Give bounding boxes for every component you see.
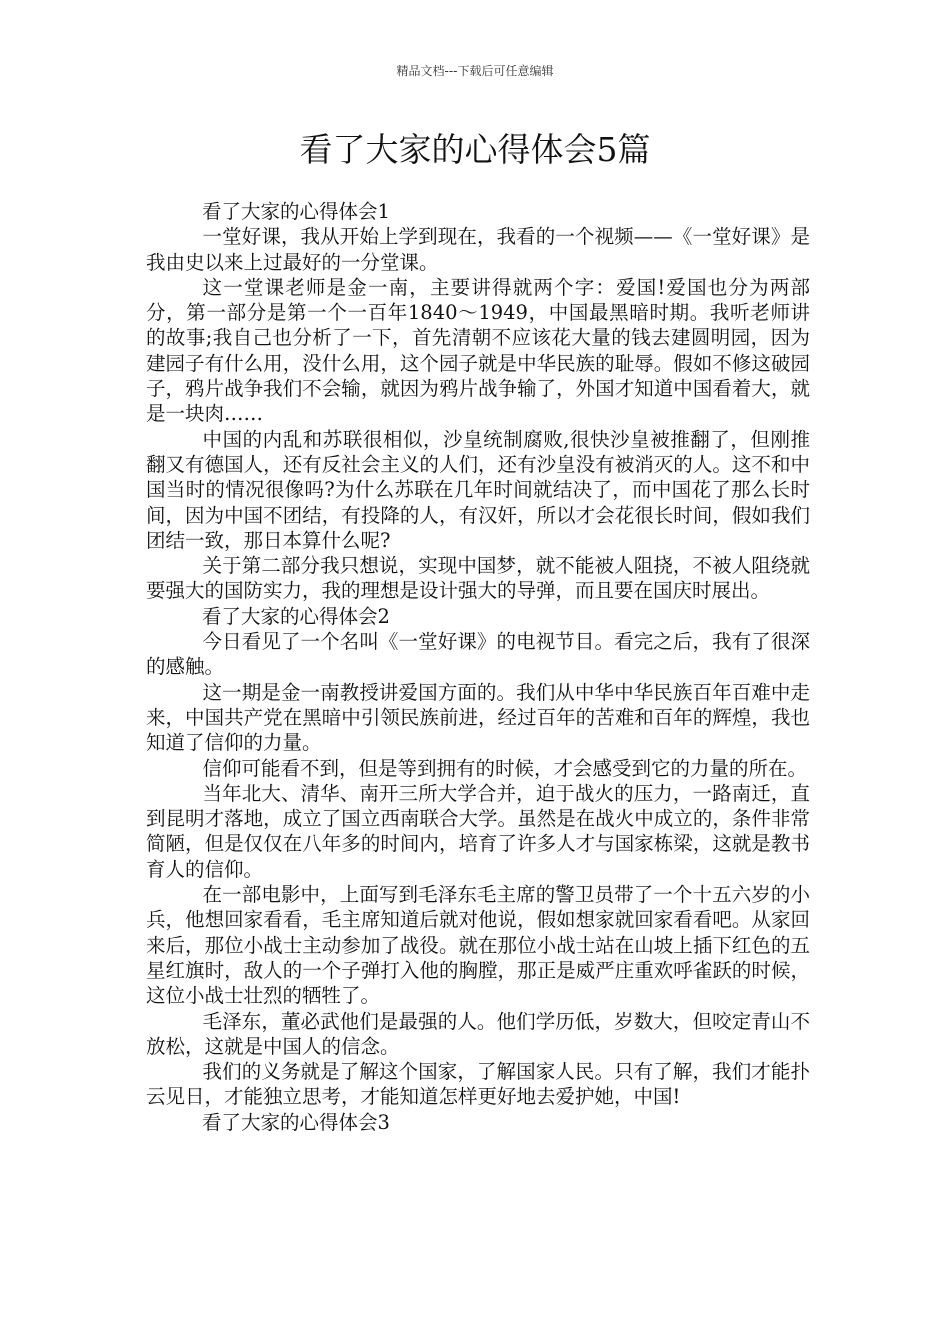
paragraph: 当年北大、清华、南开三所大学合并，迫于战火的压力，一路南迁，直到昆明才落地，成立了国立西南联合大学。虽然是在战火中成立的，条件非常简陋，但是仅仅在八年多的时间内，培育了许多人才与国家栋梁，这就是教书育人的信仰。	[146, 781, 810, 881]
paragraph: 信仰可能看不到，但是等到拥有的时候，才会感受到它的力量的所在。	[202, 756, 808, 780]
section-heading-1: 看了大家的心得体会1	[202, 200, 390, 223]
paragraph: 中国的内乱和苏联很相似，沙皇统制腐败,很快沙皇被推翻了，但刚推翻又有德国人，还有反社会主义的人们，还有沙皇没有被消灭的人。这不和中国当时的情况很像吗?为什么苏联在几年时间就结决了，而中国花了那么长时间，因为中国不团结，有投降的人，有汉奸，所以才会花很长时间，假如我们团结一致，那日本算什么呢?	[146, 427, 810, 552]
document-title: 看了大家的心得体会5篇	[299, 130, 651, 169]
paragraph: 一堂好课，我从开始上学到现在，我看的一个视频——《一堂好课》是我由史以来上过最好的一分堂课。	[146, 225, 810, 274]
document-body	[146, 199, 810, 1135]
section-heading-2: 看了大家的心得体会2	[202, 604, 390, 628]
paragraph: 这一期是金一南教授讲爱国方面的。我们从中华中华民族百年百难中走来，中国共产党在黑暗中引领民族前进，经过百年的苦难和百年的辉煌，我也知道了信仰的力量。	[146, 680, 810, 755]
paragraph: 今日看见了一个名叫《一堂好课》的电视节目。看完之后，我有了很深的感触。	[146, 630, 810, 679]
section-heading-3: 看了大家的心得体会3	[202, 1110, 390, 1134]
paragraph: 关于第二部分我只想说，实现中国梦，就不能被人阻挠，不被人阻绕就要强大的国防实力，我的理想是设计强大的导弹，而且要在国庆时展出。	[146, 554, 810, 603]
page-header: 精品文档---下载后可任意编辑	[396, 64, 554, 78]
paragraph: 在一部电影中，上面写到毛泽东毛主席的警卫员带了一个十五六岁的小兵，他想回家看看，毛主席知道后就对他说，假如想家就回家看看吧。从家回来后，那位小战士主动参加了战役。就在那位小战士站在山坡上插下红色的五星红旗时，敌人的一个子弹打入他的胸膛，那正是威严庄重欢呼雀跃的时候，这位小战士壮烈的牺牲了。	[146, 883, 810, 1008]
paragraph: 这一堂课老师是金一南，主要讲得就两个字：爱国!爱国也分为两部分，第一部分是第一个一百年1840～1949，中国最黑暗时期。我听老师讲的故事;我自己也分析了一下，首先清朝不应该花大量的钱去建圆明园，因为建园子有什么用，没什么用，这个园子就是中华民族的耻辱。假如不修这破园子，鸦片战争我们不会输，就因为鸦片战争输了，外国才知道中国看着大，就是一块肉……	[146, 275, 810, 426]
paragraph: 毛泽东，董必武他们是最强的人。他们学历低，岁数大，但咬定青山不放松，这就是中国人的信念。	[146, 1009, 810, 1058]
paragraph: 我们的义务就是了解这个国家，了解国家人民。只有了解，我们才能扑云见日，才能独立思考，才能知道怎样更好地去爱护她，中国!	[146, 1060, 810, 1109]
